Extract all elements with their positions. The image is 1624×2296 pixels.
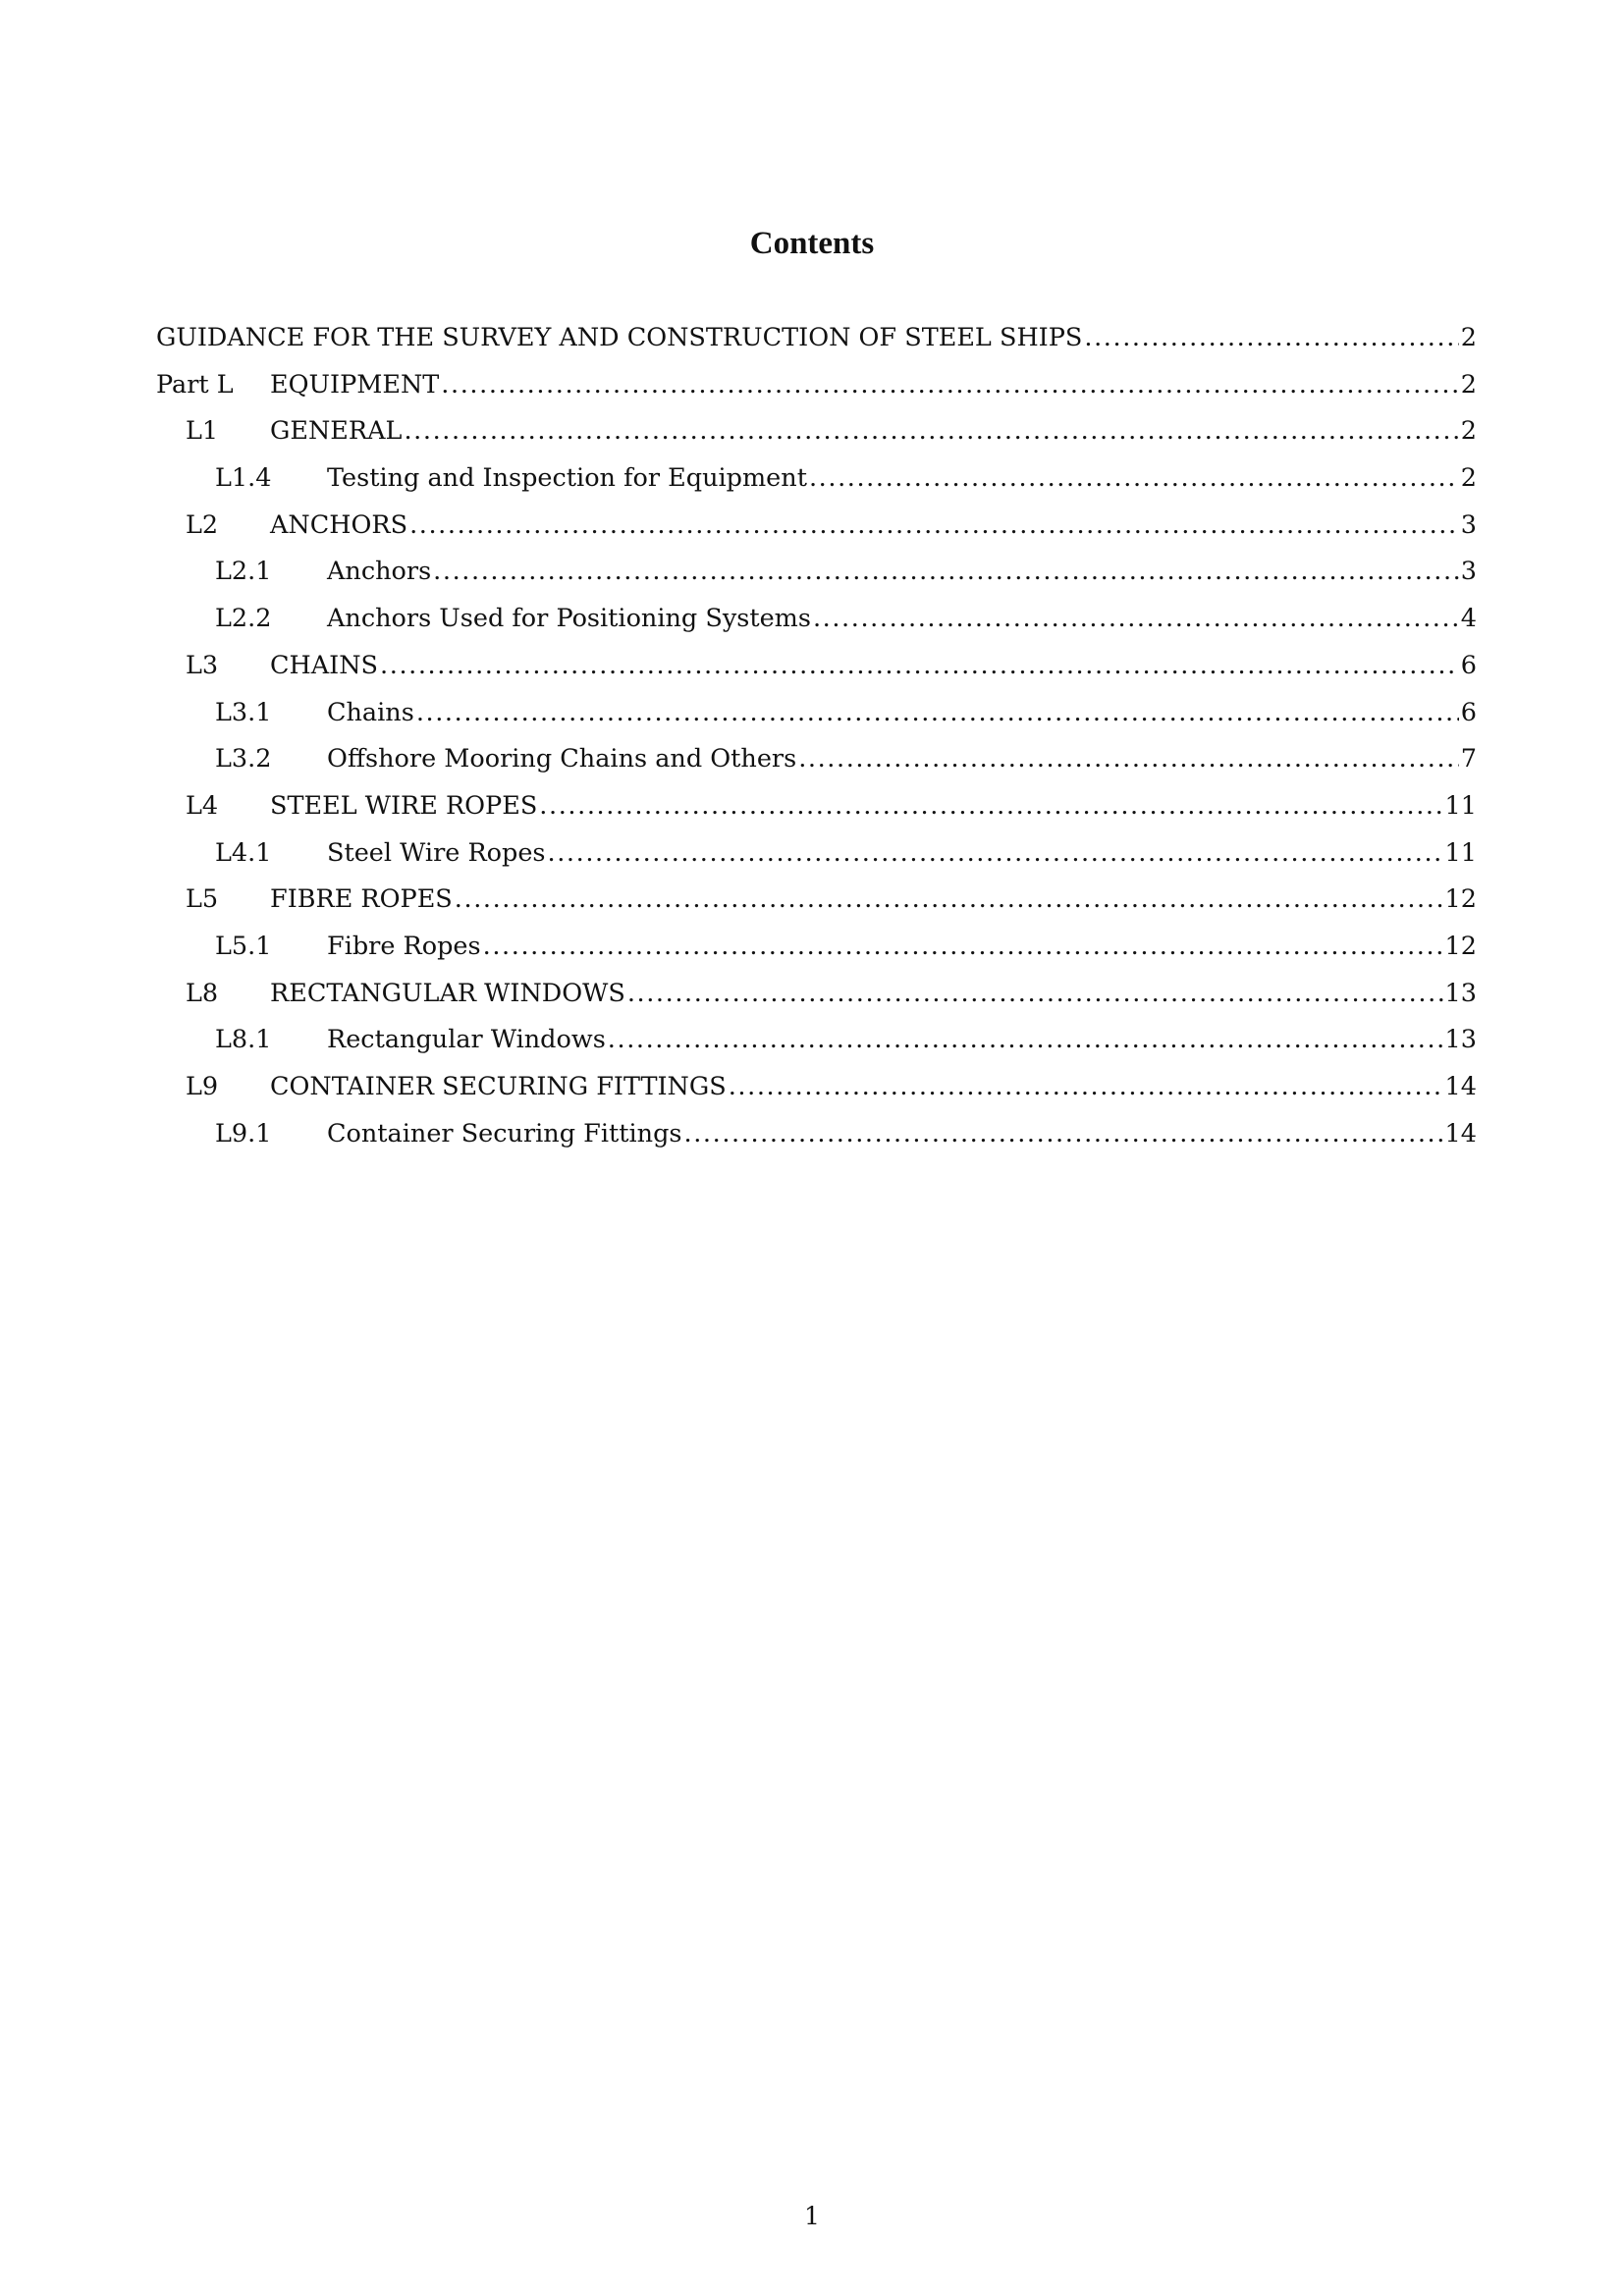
toc-entry-page: 12 — [1444, 884, 1477, 915]
toc-entry-page: 2 — [1460, 416, 1477, 447]
toc-dot-leader — [798, 736, 1459, 783]
toc-entry-page: 6 — [1460, 697, 1477, 727]
toc-entry-l1[interactable] — [156, 408, 1477, 455]
toc-entry-title: Fibre Ropes — [327, 931, 481, 961]
toc-entry-page: 7 — [1460, 744, 1477, 774]
toc-dot-leader — [729, 1064, 1443, 1111]
toc-dot-leader — [404, 408, 1458, 455]
toc-entry-title: Anchors — [327, 557, 432, 587]
toc-dot-leader — [608, 1017, 1443, 1064]
toc-entry-l1-4[interactable] — [156, 455, 1477, 503]
toc-entry-title: STEEL WIRE ROPES — [270, 790, 538, 821]
toc-dot-leader — [627, 971, 1443, 1018]
toc-entry-number: L1 — [186, 416, 219, 447]
toc-entry-l9[interactable] — [156, 1064, 1477, 1111]
toc-entry-page: 11 — [1444, 837, 1477, 868]
toc-entry-page: 13 — [1444, 978, 1477, 1008]
toc-dot-leader — [409, 503, 1459, 550]
toc-entry-title: Offshore Mooring Chains and Others — [327, 744, 797, 774]
page-title: Contents — [749, 226, 875, 262]
toc-entry-number: L8.1 — [215, 1025, 272, 1055]
toc-entry-number: L2.1 — [215, 557, 272, 587]
toc-entry-l8-1[interactable] — [156, 1017, 1477, 1064]
toc-entry-number: Part L — [156, 369, 234, 400]
toc-dot-leader — [441, 362, 1458, 409]
toc-dot-leader — [455, 877, 1443, 924]
toc-entry-title: FIBRE ROPES — [270, 884, 453, 915]
toc-entry-l2-1[interactable] — [156, 549, 1477, 596]
toc-entry-page: 4 — [1460, 604, 1477, 634]
toc-entry-page: 2 — [1460, 369, 1477, 400]
toc-entry-number: L5.1 — [215, 931, 272, 961]
toc-entry-l5[interactable] — [156, 877, 1477, 924]
toc-entry-l9-1[interactable] — [156, 1111, 1477, 1158]
page-number: 1 — [804, 2202, 820, 2230]
toc-entry-page: 14 — [1444, 1118, 1477, 1148]
toc-entry-l3-2[interactable] — [156, 736, 1477, 783]
toc-entry-page: 6 — [1460, 650, 1477, 680]
toc-entry-title: Container Securing Fittings — [327, 1118, 682, 1148]
toc-entry-page: 13 — [1444, 1025, 1477, 1055]
toc-entry-title: Rectangular Windows — [327, 1025, 606, 1055]
toc-dot-leader — [380, 643, 1459, 690]
toc-entry-l3-1[interactable] — [156, 690, 1477, 737]
toc-entry-title: EQUIPMENT — [270, 369, 440, 400]
toc-dot-leader — [1084, 315, 1458, 362]
toc-dot-leader — [809, 455, 1459, 503]
toc-dot-leader — [539, 783, 1442, 830]
toc-entry-title: Testing and Inspection for Equipment — [327, 463, 807, 494]
toc-entry-title: CHAINS — [270, 650, 379, 680]
toc-entry-l4[interactable] — [156, 783, 1477, 830]
toc-entry-l8[interactable] — [156, 971, 1477, 1018]
toc-entry-page: 11 — [1444, 790, 1477, 821]
toc-dot-leader — [548, 830, 1443, 878]
toc-entry-number: L2 — [186, 509, 219, 540]
toc-entry-number: L9 — [186, 1072, 219, 1101]
toc-entry-page: 2 — [1460, 323, 1477, 352]
toc-entry-number: L5 — [186, 884, 219, 915]
toc-entry-title: GENERAL — [270, 416, 403, 447]
toc-dot-leader — [813, 596, 1459, 643]
toc-entry-number: L3.1 — [215, 697, 272, 727]
toc-dot-leader — [684, 1111, 1443, 1158]
toc-entry-number: L2.2 — [215, 604, 272, 634]
toc-entry-l2[interactable] — [156, 503, 1477, 550]
toc-entry-page: 2 — [1460, 463, 1477, 494]
toc-entry-number: L9.1 — [215, 1118, 272, 1148]
toc-entry-title: RECTANGULAR WINDOWS — [270, 978, 625, 1008]
toc-entry-number: L3 — [186, 650, 219, 680]
toc-entry-l5-1[interactable] — [156, 924, 1477, 971]
toc-entry-page: 12 — [1444, 931, 1477, 961]
toc-entry-number: L8 — [186, 978, 219, 1008]
toc-entry-title: Chains — [327, 697, 414, 727]
toc-entry-page: 3 — [1460, 509, 1477, 540]
toc-entry-number: L1.4 — [215, 463, 272, 494]
toc-entry-number: L3.2 — [215, 744, 272, 774]
toc-dot-leader — [416, 690, 1459, 737]
toc-entry-number: L4.1 — [215, 837, 272, 868]
toc-entry-l4-1[interactable] — [156, 830, 1477, 878]
toc-entry-l2-2[interactable] — [156, 596, 1477, 643]
toc-entry-title: ANCHORS — [270, 509, 408, 540]
toc-entry-page: 14 — [1444, 1072, 1477, 1101]
toc-entry-title: GUIDANCE FOR THE SURVEY AND CONSTRUCTION OF STEEL SHIPS — [156, 323, 1083, 352]
table-of-contents — [156, 315, 1477, 1157]
toc-entry-page: 3 — [1460, 557, 1477, 587]
toc-entry-title: CONTAINER SECURING FITTINGS — [270, 1072, 727, 1101]
toc-entry-number: L4 — [186, 790, 219, 821]
toc-entry-l3[interactable] — [156, 643, 1477, 690]
toc-entry-title: Anchors Used for Positioning Systems — [327, 604, 811, 634]
toc-entry-title: Steel Wire Ropes — [327, 837, 546, 868]
toc-entry-guidance[interactable] — [156, 315, 1477, 362]
toc-dot-leader — [433, 549, 1459, 596]
toc-entry-part-l[interactable] — [156, 362, 1477, 409]
toc-dot-leader — [483, 924, 1443, 971]
